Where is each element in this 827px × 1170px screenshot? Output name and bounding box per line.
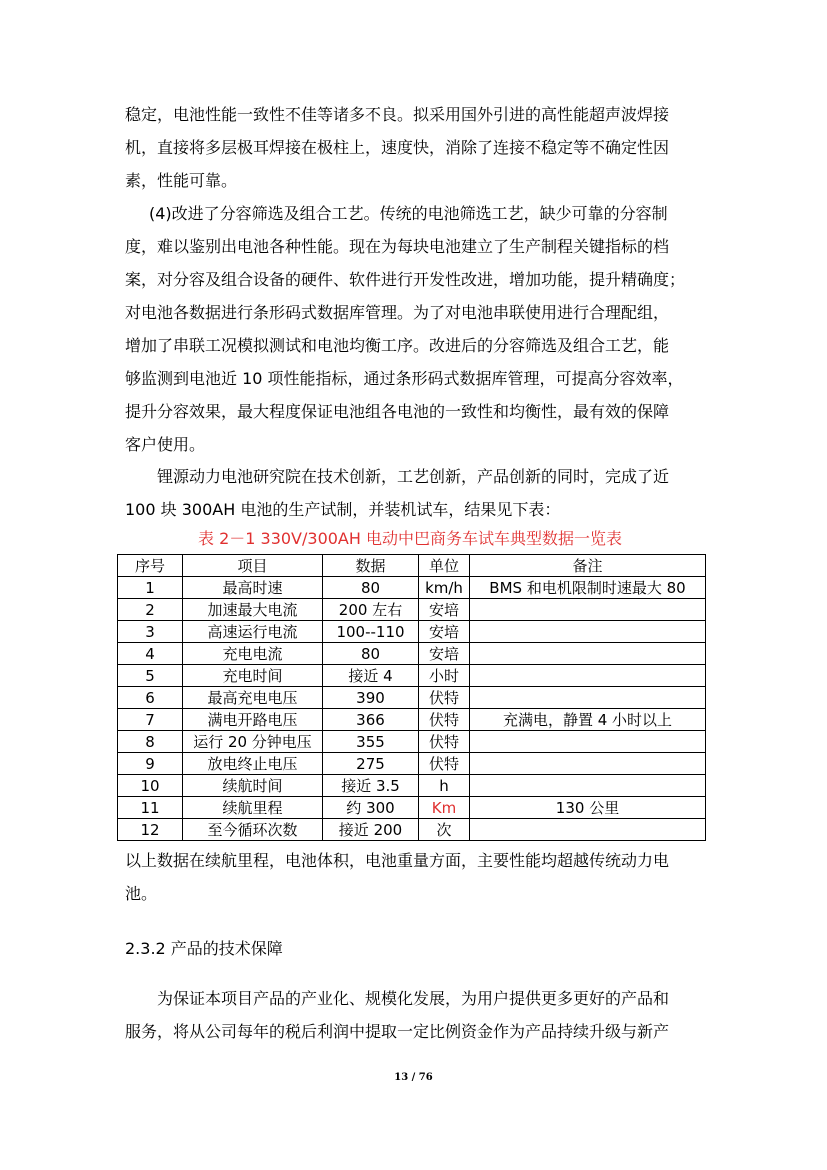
section-heading: 2.3.2 产品的技术保障 — [125, 939, 283, 958]
table-row — [118, 665, 706, 687]
table-cell: 安培 — [419, 621, 470, 643]
table-row — [118, 687, 706, 709]
text-line: 池。 — [125, 884, 158, 903]
table-cell: 80 — [323, 577, 419, 599]
table-cell — [470, 819, 706, 841]
table-cell: 4 — [118, 643, 183, 665]
table-cell — [470, 643, 706, 665]
table-cell: 加速最大电流 — [183, 599, 323, 621]
text-line: 锂源动力电池研究院在技术创新，工艺创新，产品创新的同时，完成了近 — [157, 467, 670, 486]
table-row — [118, 753, 706, 775]
text-line: 度，难以鉴别出电池各种性能。现在为每块电池建立了生产制程关键指标的档 — [125, 237, 670, 256]
table-row — [118, 775, 706, 797]
text-line: 对电池各数据进行条形码式数据库管理。为了对电池串联使用进行合理配组， — [125, 303, 670, 322]
table-cell: 运行 20 分钟电压 — [183, 731, 323, 753]
table-cell: 伏特 — [419, 709, 470, 731]
table-cell: 安培 — [419, 599, 470, 621]
header-cell: 备注 — [470, 555, 706, 577]
table-cell: 满电开路电压 — [183, 709, 323, 731]
table-cell: 续航时间 — [183, 775, 323, 797]
table-cell: 充满电，静置 4 小时以上 — [470, 709, 706, 731]
header-cell: 项目 — [183, 555, 323, 577]
table-cell: 100--110 — [323, 621, 419, 643]
table-row — [118, 731, 706, 753]
table-cell: 伏特 — [419, 687, 470, 709]
text-line: 提升分容效果，最大程度保证电池组各电池的一致性和均衡性，最有效的保障 — [125, 402, 670, 421]
header-cell: 数据 — [323, 555, 419, 577]
table-cell: 366 — [323, 709, 419, 731]
table-cell: 放电终止电压 — [183, 753, 323, 775]
table-header-row — [118, 555, 706, 577]
table-cell: 约 300 — [323, 797, 419, 819]
text-line: 增加了串联工况模拟测试和电池均衡工序。改进后的分容筛选及组合工艺，能 — [125, 336, 670, 355]
table-cell: 接近 4 — [323, 665, 419, 687]
table-cell: 安培 — [419, 643, 470, 665]
table-cell: 最高充电电压 — [183, 687, 323, 709]
paragraph-guarantee — [125, 982, 705, 1048]
paragraph-summary — [125, 844, 705, 910]
table-row — [118, 643, 706, 665]
table-cell: 8 — [118, 731, 183, 753]
text-line: 以上数据在续航里程，电池体积，电池重量方面，主要性能均超越传统动力电 — [125, 851, 670, 870]
table-cell: 接近 200 — [323, 819, 419, 841]
table-cell: 275 — [323, 753, 419, 775]
table-cell: BMS 和电机限制时速最大 80 — [470, 577, 706, 599]
table-cell: 6 — [118, 687, 183, 709]
paragraph-trial — [125, 460, 705, 526]
table-cell-highlighted-unit: Km — [419, 797, 470, 819]
table-cell: 续航里程 — [183, 797, 323, 819]
text-line: 稳定，电池性能一致性不佳等诸多不良。拟采用国外引进的高性能超声波焊接 — [125, 105, 670, 124]
table-cell: 小时 — [419, 665, 470, 687]
table-row — [118, 621, 706, 643]
table-cell: 接近 3.5 — [323, 775, 419, 797]
table-cell: 80 — [323, 643, 419, 665]
table-cell: 伏特 — [419, 731, 470, 753]
text-line: 案，对分容及组合设备的硬件、软件进行开发性改进，增加功能，提升精确度； — [125, 270, 686, 289]
table-cell: 充电电流 — [183, 643, 323, 665]
table-cell — [470, 599, 706, 621]
test-data-table — [117, 554, 706, 841]
table-cell: 7 — [118, 709, 183, 731]
table-cell: 最高时速 — [183, 577, 323, 599]
table-cell: 高速运行电流 — [183, 621, 323, 643]
table-cell: 390 — [323, 687, 419, 709]
table-cell: 355 — [323, 731, 419, 753]
table-caption: 表 2－1 330V/300AH 电动中巴商务车试车典型数据一览表 — [197, 529, 622, 548]
table-cell — [470, 687, 706, 709]
paragraph-welding — [125, 98, 705, 197]
table-cell — [470, 621, 706, 643]
table-cell: 至今循环次数 — [183, 819, 323, 841]
header-cell: 序号 — [118, 555, 183, 577]
header-cell: 单位 — [419, 555, 470, 577]
table-cell — [470, 731, 706, 753]
table-cell: 2 — [118, 599, 183, 621]
text-line: 为保证本项目产品的产业化、规模化发展，为用户提供更多更好的产品和 — [157, 989, 670, 1008]
table-cell: h — [419, 775, 470, 797]
table-cell: 充电时间 — [183, 665, 323, 687]
text-line: 够监测到电池近 10 项性能指标，通过条形码式数据库管理，可提高分容效率， — [125, 369, 684, 388]
text-line: 客户使用。 — [125, 435, 206, 454]
table-cell: 1 — [118, 577, 183, 599]
table-cell: 伏特 — [419, 753, 470, 775]
table-row — [118, 709, 706, 731]
text-line: 服务，将从公司每年的税后利润中提取一定比例资金作为产品持续升级与新产 — [125, 1022, 670, 1041]
table-cell: 200 左右 — [323, 599, 419, 621]
text-line: (4)改进了分容筛选及组合工艺。传统的电池筛选工艺，缺少可靠的分容制 — [149, 204, 668, 223]
page-number: 13 / 76 — [394, 1072, 433, 1083]
table-row — [118, 819, 706, 841]
table-row — [118, 577, 706, 599]
text-line: 机，直接将多层极耳焊接在极柱上，速度快，消除了连接不稳定等不确定性因 — [125, 138, 670, 157]
table-cell: 12 — [118, 819, 183, 841]
paragraph-sorting — [125, 197, 705, 461]
table-cell: 9 — [118, 753, 183, 775]
table-cell: 11 — [118, 797, 183, 819]
table-cell — [470, 775, 706, 797]
table-cell: 5 — [118, 665, 183, 687]
table-cell: 3 — [118, 621, 183, 643]
text-line: 素，性能可靠。 — [125, 171, 238, 190]
table-cell — [470, 665, 706, 687]
table-row — [118, 797, 706, 819]
table-cell: 次 — [419, 819, 470, 841]
table-cell: km/h — [419, 577, 470, 599]
text-line: 100 块 300AH 电池的生产试制，并装机试车，结果见下表： — [125, 500, 561, 519]
table-cell — [470, 753, 706, 775]
table-row — [118, 599, 706, 621]
table-cell: 130 公里 — [470, 797, 706, 819]
table-cell: 10 — [118, 775, 183, 797]
